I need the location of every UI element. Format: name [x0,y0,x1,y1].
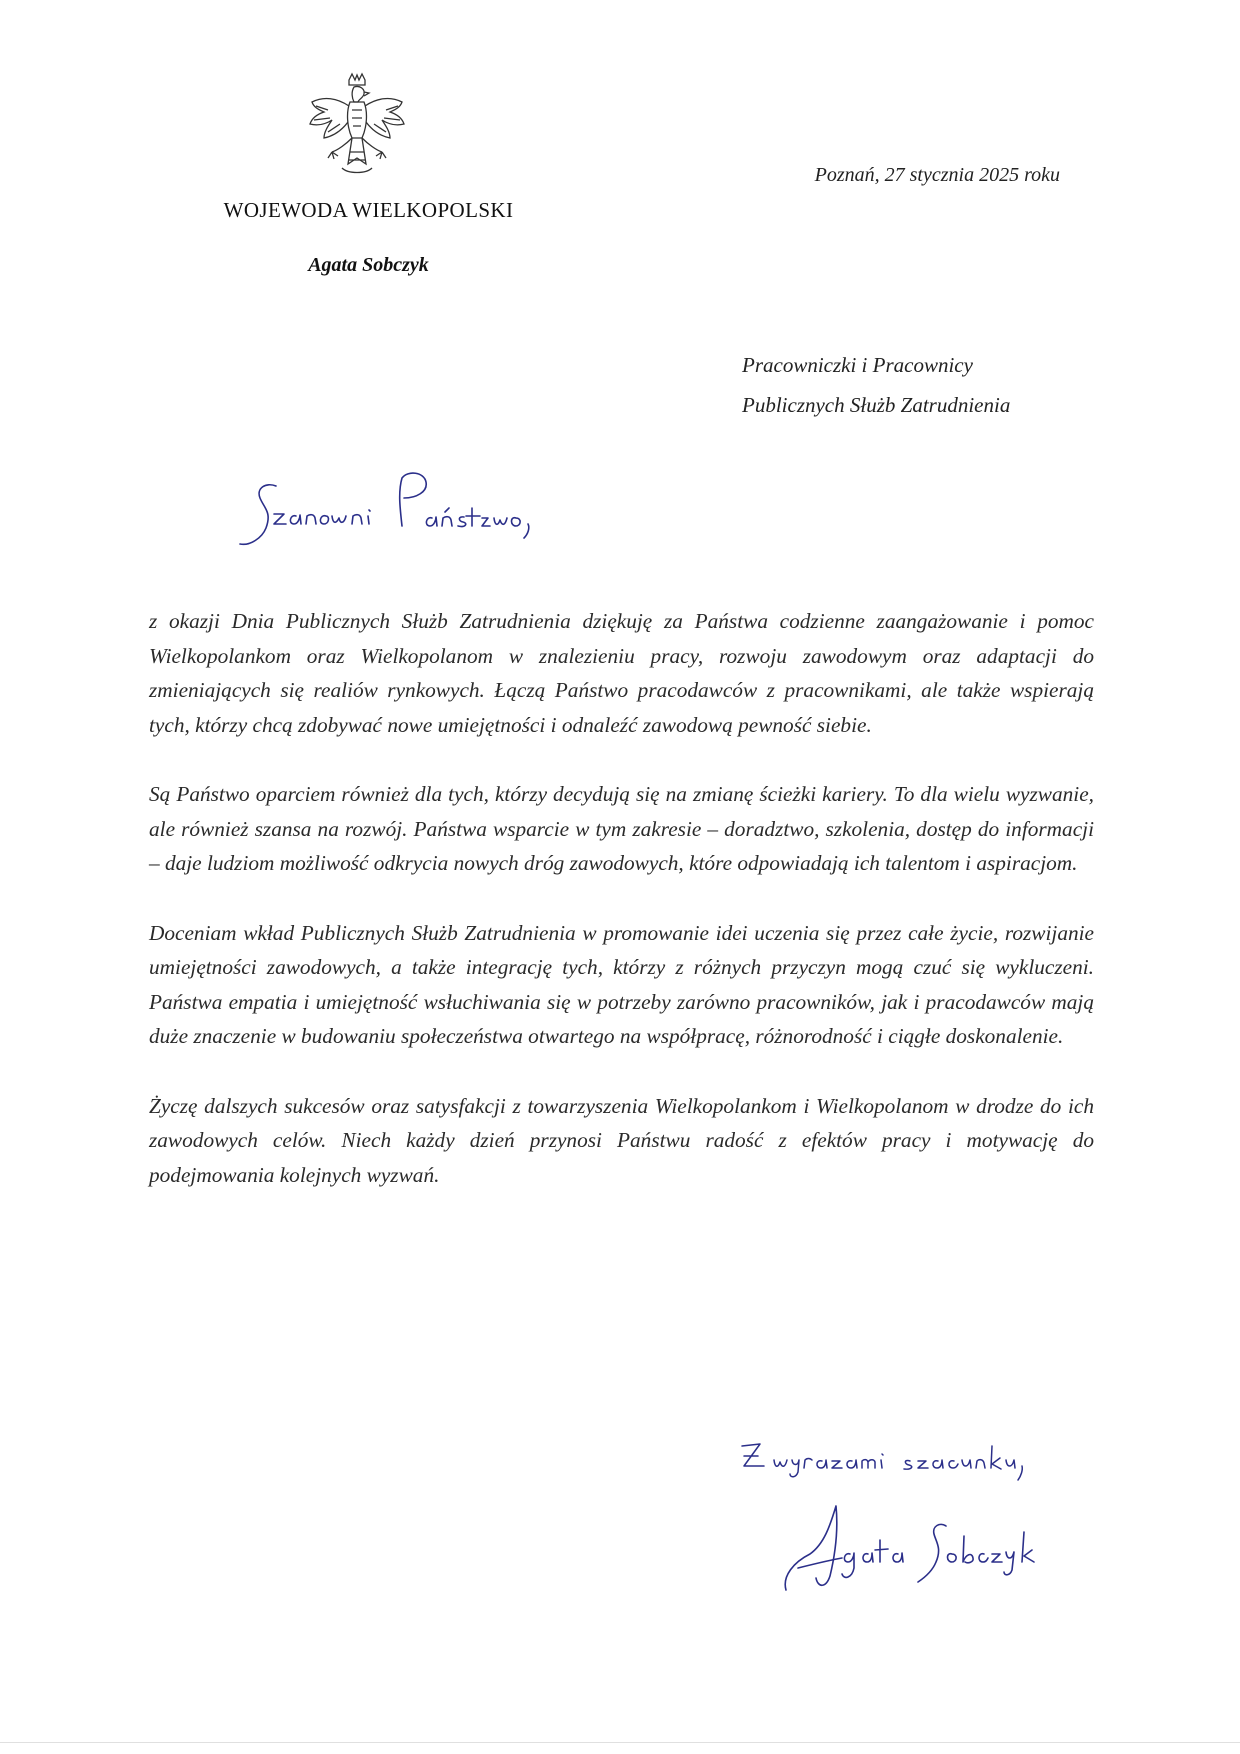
office-title: WOJEWODA WIELKOPOLSKI [223,198,514,222]
signature [780,1496,1070,1596]
letter-date: Poznań, 27 stycznia 2025 roku [814,164,1060,186]
page-bottom-edge [0,1742,1240,1743]
author-name: Agata Sobczyk [308,254,429,276]
recipient-line: Pracowniczki i Pracownicy [742,353,973,377]
body-paragraph: Są Państwo oparciem również dla tych, którzy decydują się na zmianę ścieżki kariery. To dla wielu wyzwanie, ale również szansa na rozwój. Państwa wsparcie w tym zakresie – doradztwo, szkolenia, dostęp do informacji – daje ludziom możliwość odkrycia nowych dróg zawodowych, które odpowiadają ich talentom i aspiracjom. [149,782,1094,875]
body-paragraph: z okazji Dnia Publicznych Służb Zatrudnienia dziękuję za Państwa codzienne zaangażowanie i pomoc Wielkopolankom oraz Wielkopolanom w znalezieniu pracy, rozwoju zawodowym oraz adaptacji do zmieniających się realiów rynkowych. Łączą Państwo pracodawców z pracownikami, ale także wspierają tych, którzy chcą zdobywać nowe umiejętności i odnaleźć zawodową pewność siebie. [149,609,1094,737]
handwritten-salutation [232,468,592,558]
body-paragraph: Życzę dalszych sukcesów oraz satysfakcji z towarzyszenia Wielkopolankom i Wielkopolanom w drodze do ich zawodowych celów. Niech każdy dzień przynosi Państwu radość z efektów pracy i motywację do podejmowania kolejnych wyzwań. [149,1093,1094,1187]
handwritten-closing [738,1436,1078,1486]
recipient-block [742,345,1102,425]
polish-eagle-emblem-icon [302,72,412,192]
body-paragraph: Doceniam wkład Publicznych Służb Zatrudnienia w promowanie idei uczenia się przez całe życie, rozwijanie umiejętności zawodowych, a także integrację tych, którzy z różnych przyczyn mogą czuć się wykluczeni. Państwa empatia i umiejętność wsłuchiwania się w potrzeby zarówno pracowników, jak i pracodawców mają duże znaczenie w budowaniu społeczeństwa otwartego na współpracę, różnorodność i ciągłe doskonalenie. [149,920,1094,1048]
letter-body [149,604,1094,1227]
recipient-line: Publicznych Służb Zatrudnienia [742,393,1011,417]
